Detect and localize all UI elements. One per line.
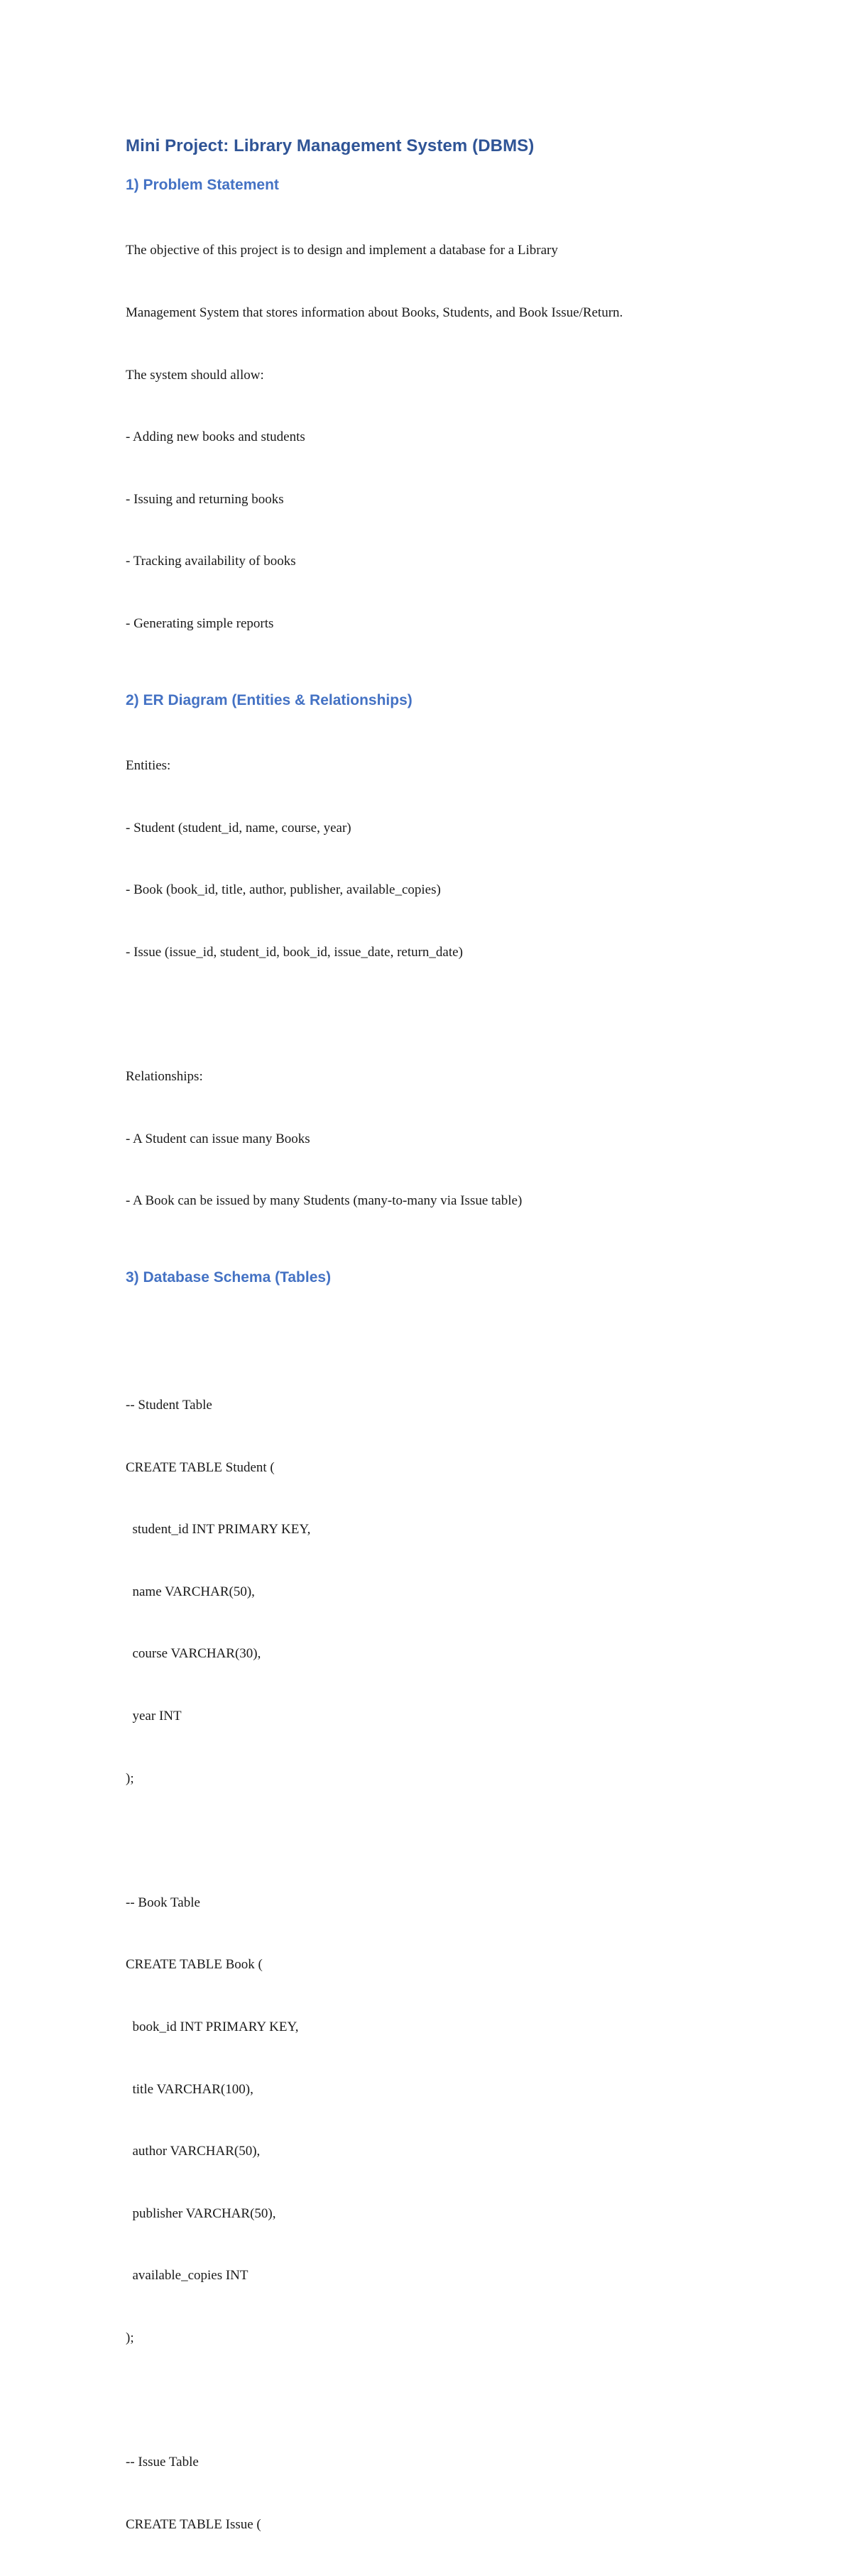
document-body [126, 135, 765, 2576]
code-line: CREATE TABLE Student ( [126, 1459, 275, 1475]
code-line: ); [126, 1770, 134, 1786]
list-item: - Generating simple reports [126, 616, 274, 632]
code-line: name VARCHAR(50), [126, 1584, 255, 1599]
blank-line [126, 1830, 765, 1851]
blank-line [126, 1332, 765, 1353]
code-line: CREATE TABLE Book ( [126, 1957, 263, 1973]
text-line: Management System that stores information about Books, Students, and Book Issue/Return. [126, 305, 623, 321]
code-line: -- Book Table [126, 1895, 200, 1910]
section-heading-problem-statement: 1) Problem Statement [126, 177, 279, 193]
code-line: author VARCHAR(50), [126, 2144, 261, 2159]
blank-line [126, 1004, 765, 1025]
code-line: ); [126, 2330, 134, 2346]
code-line: student_id INT PRIMARY KEY, [126, 1522, 311, 1538]
list-item: - Book (book_id, title, author, publisher, available_copies) [126, 882, 441, 898]
text-line: Relationships: [126, 1069, 203, 1085]
section-body-problem-statement [126, 199, 765, 676]
code-line: title VARCHAR(100), [126, 2081, 253, 2097]
section-body-er-diagram [126, 714, 765, 1253]
document-title: Mini Project: Library Management System (DBMS) [126, 136, 535, 155]
list-item: - Adding new books and students [126, 429, 305, 445]
blank-line [126, 2390, 765, 2411]
list-item: - Issuing and returning books [126, 491, 284, 507]
section-heading-er-diagram: 2) ER Diagram (Entities & Relationships) [126, 691, 413, 708]
code-line: year INT [126, 1708, 182, 1723]
list-item: - Tracking availability of books [126, 554, 296, 569]
code-line: course VARCHAR(30), [126, 1646, 261, 1662]
section-body-database-schema [126, 1291, 765, 2576]
code-line: book_id INT PRIMARY KEY, [126, 2019, 299, 2035]
code-line: available_copies INT [126, 2268, 248, 2284]
list-item: - Issue (issue_id, student_id, book_id, issue_date, return_date) [126, 944, 463, 960]
text-line: The objective of this project is to design and implement a database for a Library [126, 243, 558, 258]
list-item: - A Student can issue many Books [126, 1131, 310, 1146]
list-item: - A Book can be issued by many Students (many-to-many via Issue table) [126, 1193, 523, 1209]
code-line: -- Issue Table [126, 2455, 199, 2470]
code-line: -- Student Table [126, 1397, 212, 1413]
code-line: CREATE TABLE Issue ( [126, 2516, 261, 2532]
list-item: - Student (student_id, name, course, year) [126, 820, 351, 835]
text-line: Entities: [126, 758, 171, 774]
text-line: The system should allow: [126, 367, 264, 383]
section-heading-database-schema: 3) Database Schema (Tables) [126, 1268, 332, 1286]
code-line: publisher VARCHAR(50), [126, 2205, 276, 2221]
